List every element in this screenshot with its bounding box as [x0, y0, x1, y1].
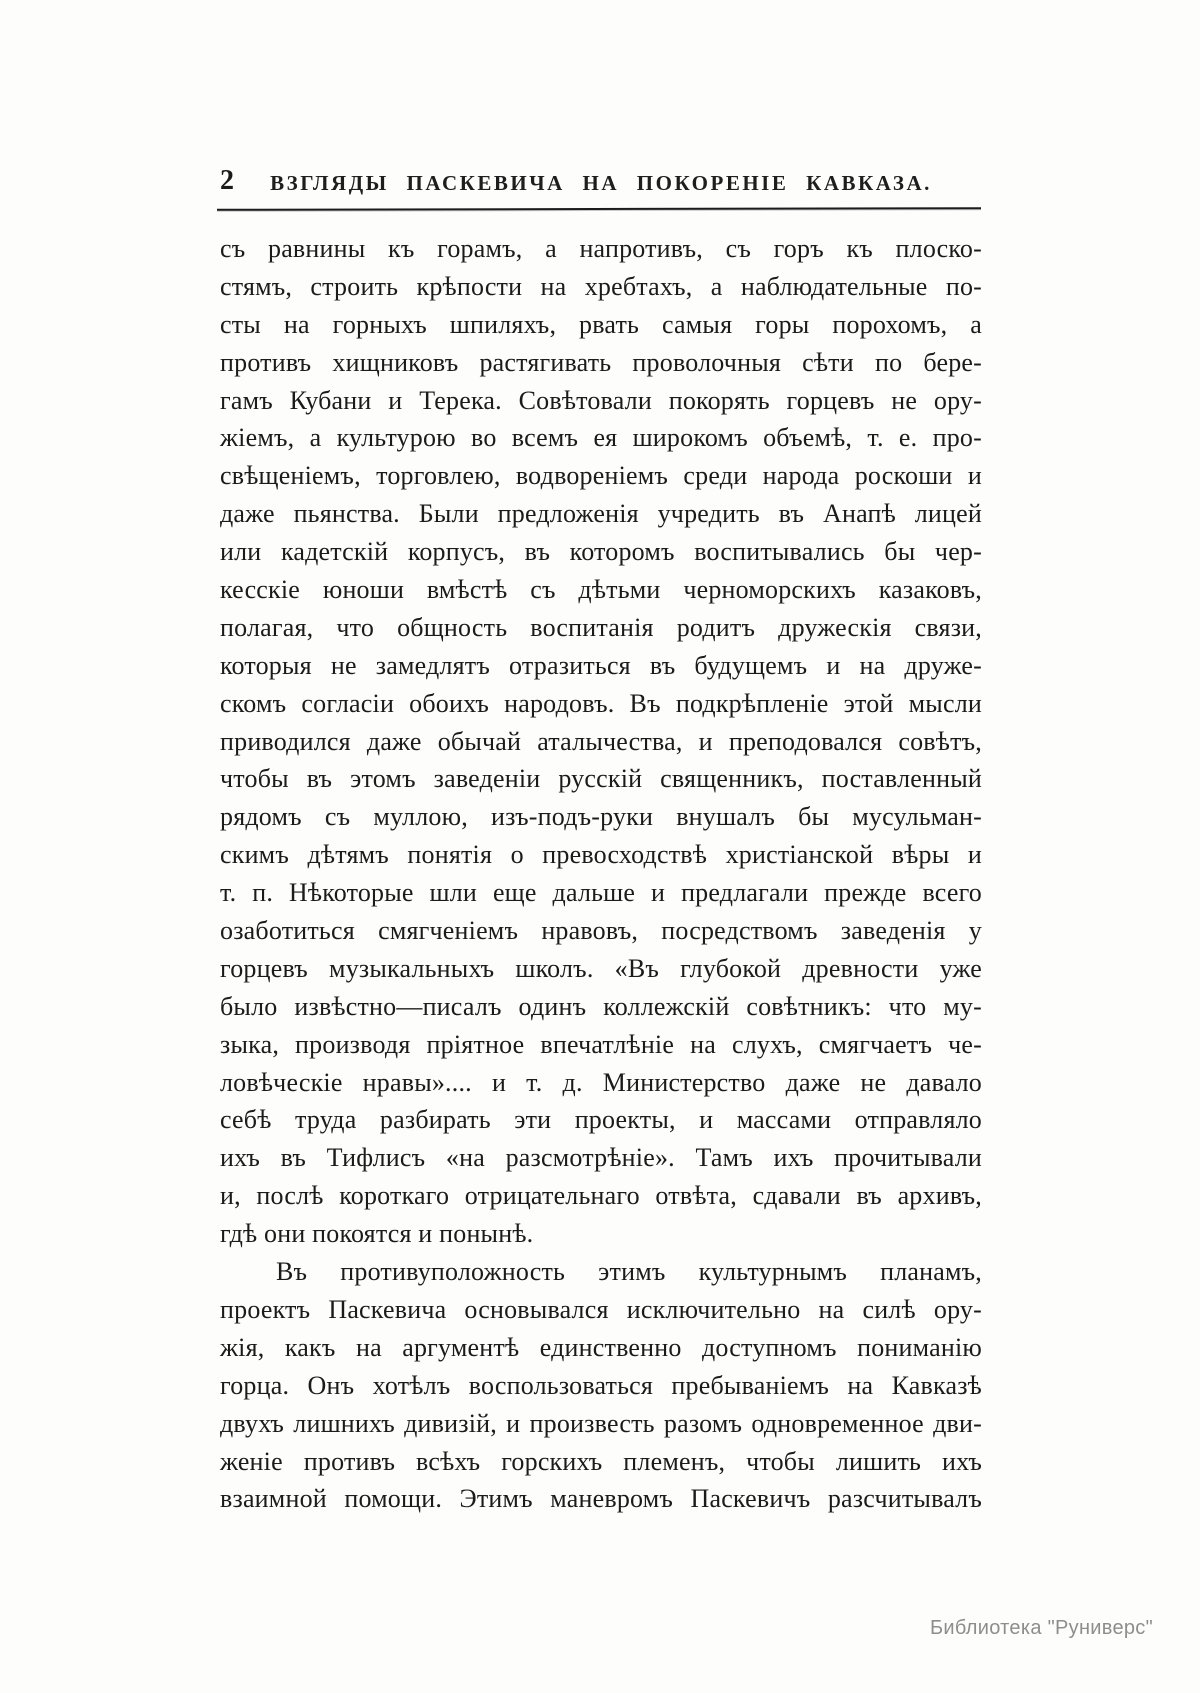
text-line: ловѣческіе нравы».... и т. д. Министерство даже не давало [220, 1067, 982, 1097]
text-line: противъ хищниковъ растягивать проволочныя сѣти по бере- [220, 347, 982, 377]
text-line: двухъ лишнихъ дивизій, и произвесть разомъ одновременное дви- [220, 1408, 982, 1438]
text-line: чтобы въ этомъ заведеніи русскій священникъ, поставленный [220, 764, 982, 794]
body-text [220, 230, 982, 1518]
text-line: приводился даже обычай аталычества, и преподовался совѣтъ, [220, 726, 982, 756]
header-rule [217, 207, 981, 211]
text-line: жіемъ, а культурою во всемъ ея широкомъ объемѣ, т. е. про- [220, 423, 982, 453]
text-line: или кадетскій корпусъ, въ которомъ воспитывались бы чер- [220, 537, 982, 567]
text-line: женіе противъ всѣхъ горскихъ племенъ, чтобы лишить ихъ [220, 1446, 982, 1476]
page-header [220, 163, 982, 207]
text-line: жія, какъ на аргументѣ единственно доступномъ пониманію [220, 1332, 982, 1362]
text-line: было извѣстно—писалъ одинъ коллежскій совѣтникъ: что му- [220, 991, 982, 1021]
text-line: и, послѣ короткаго отрицательнаго отвѣта, сдавали въ архивъ, [220, 1181, 982, 1211]
text-line: съ равнины къ горамъ, а напротивъ, съ горъ къ плоско- [220, 234, 982, 263]
text-line: сты на горныхъ шпиляхъ, рвать самыя горы порохомъ, а [220, 309, 982, 339]
text-line: даже пьянства. Были предложенія учредить въ Анапѣ лицей [220, 499, 982, 529]
text-line: рядомъ съ муллою, изъ-подъ-руки внушалъ бы мусульман- [220, 802, 982, 832]
page-number: 2 [220, 165, 235, 196]
text-line: гамъ Кубани и Терека. Совѣтовали покорять горцевъ не ору- [220, 385, 982, 415]
text-line: стямъ, строить крѣпости на хребтахъ, а наблюдательные по- [220, 271, 982, 301]
text-line: свѣщеніемъ, торговлею, водвореніемъ среди народа роскоши и [220, 461, 982, 491]
text-line: проектъ Паскевича основывался исключительно на силѣ ору- [220, 1294, 982, 1324]
text-line: кесскіе юноши вмѣстѣ съ дѣтьми черноморскихъ казаковъ, [220, 575, 982, 605]
library-watermark: Библиотека "Руниверс" [930, 1617, 1154, 1639]
text-line: т. п. Нѣкоторые шли еще дальше и предлагали прежде всего [220, 878, 982, 908]
text-line: зыка, производя пріятное впечатлѣніе на слухъ, смягчаетъ че- [220, 1029, 982, 1059]
text-line: которыя не замедлятъ отразиться въ будущемъ и на друже- [220, 650, 982, 680]
text-line: взаимной помощи. Этимъ маневромъ Паскевичъ разсчитывалъ [220, 1484, 982, 1514]
text-line: скомъ согласіи обоихъ народовъ. Въ подкрѣпленіе этой мысли [220, 688, 982, 718]
text-line: ихъ въ Тифлисъ «на разсмотрѣніе». Тамъ ихъ прочитывали [220, 1143, 982, 1173]
text-line: скимъ дѣтямъ понятія о превосходствѣ христіанской вѣры и [220, 840, 982, 870]
text-line: горцевъ музыкальныхъ школъ. «Въ глубокой древности уже [220, 953, 982, 983]
text-line: гдѣ они покоятся и понынѣ. [220, 1219, 534, 1249]
text-line: озаботиться смягченіемъ нравовъ, посредствомъ заведенія у [220, 916, 982, 946]
text-line: горца. Онъ хотѣлъ воспользоваться пребываніемъ на Кавказѣ [220, 1370, 982, 1400]
text-line: себѣ труда разбирать эти проекты, и массами отправляло [220, 1105, 982, 1135]
text-line: Въ противуположность этимъ культурнымъ планамъ, [276, 1257, 982, 1287]
text-line: полагая, что общность воспитанія родитъ дружескія связи, [220, 612, 982, 642]
running-header-title: ВЗГЛЯДЫ ПАСКЕВИЧА НА ПОКОРЕНІЕ КАВКАЗА. [270, 171, 932, 195]
